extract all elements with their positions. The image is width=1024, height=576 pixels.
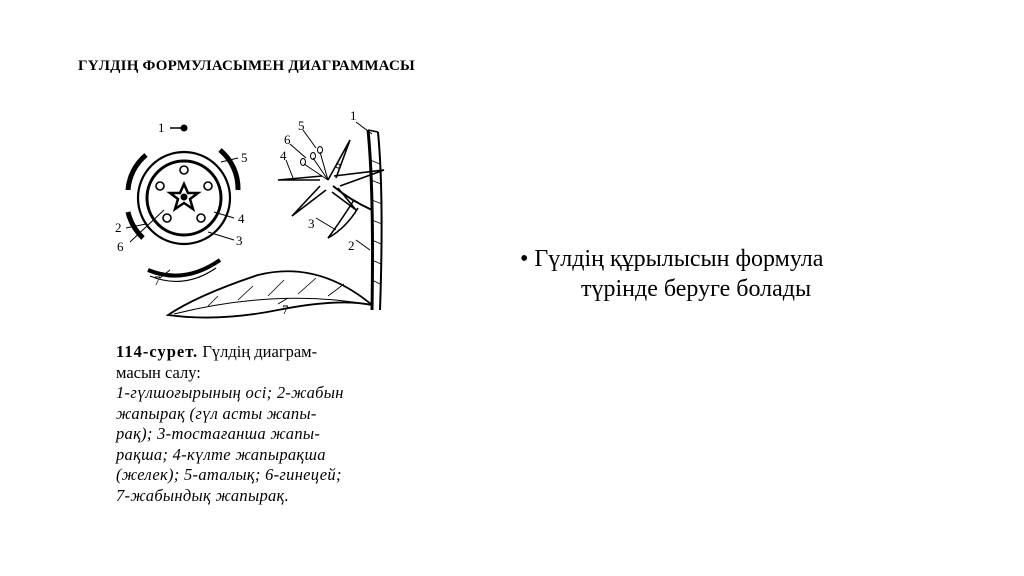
caption-number: 114-сурет. [116,342,199,361]
floral-diagram [126,125,238,281]
flower-drawing [88,100,406,340]
slide-title: ГҮЛДІҢ ФОРМУЛАСЫМЕН ДИАГРАММАСЫ [78,58,415,74]
flower-diagram-figure [88,100,406,520]
bullet-point [520,244,940,304]
plant-label: 7 [282,302,289,317]
diagram-label: 3 [236,233,243,248]
diagram-label: 2 [115,220,122,235]
plant-label: 6 [284,132,291,147]
diagram-label: 6 [117,239,124,254]
bullet-line-1 [520,244,940,274]
bullet-text-1: Гүлдің құрылысын формула [534,246,824,272]
bullet-line-2: түрінде беруге болады [581,276,812,302]
bullet-marker: • [520,246,529,272]
axis-dot [181,125,187,131]
caption-line: (желек); 5-аталық; 6-гинецей; [116,465,342,484]
caption-line: рақ); 3-тостағанша жапы- [116,424,321,443]
caption-line: 7-жабындық жапырақ. [116,485,289,505]
caption-line: масын салу: [116,362,201,382]
plant-label: 5 [298,118,305,133]
caption-line: 1-гүлшоғырының осі; 2-жабын [116,383,344,402]
diagram-label: 5 [241,150,248,165]
diagram-label: 1 [158,120,165,135]
caption-line [116,342,406,363]
plant-label: 3 [308,216,315,231]
plant-label: 4 [280,148,287,163]
plant-label: 1 [350,108,357,123]
figure-caption [116,342,406,506]
caption-text: Гүлдің диаграм- [202,342,318,361]
diagram-label: 4 [238,211,245,226]
caption-line: жапырақ (гүл асты жапы- [116,403,317,423]
plant-label: 2 [348,238,355,253]
caption-line: рақша; 4-күлте жапырақша [116,444,326,464]
diagram-label: 7 [154,273,161,288]
plant-sketch [168,122,384,318]
